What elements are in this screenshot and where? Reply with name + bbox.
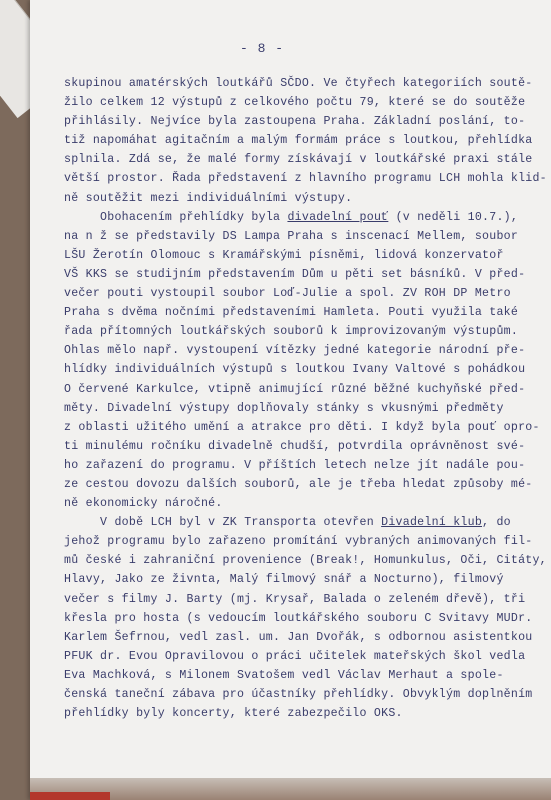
text-line: ně ekonomicky náročné. (64, 497, 223, 511)
text-line: přehlídky byly koncerty, které zabezpečilo OKS. (64, 707, 403, 721)
text-line: křesla pro hosta (s vedoucím loutkářského souboru C Svitavy MUDr. (64, 611, 533, 625)
text-line: Praha s dvěma nočními představeními Hamleta. Pouti využila také (64, 306, 519, 320)
text-line: O červené Karkulce, vtipně animující různé běžné kuchyňské před- (64, 382, 526, 396)
typewritten-page (30, 0, 551, 800)
text-line: na n ž se představily DS Lampa Praha s inscenací Mellem, soubor (64, 229, 519, 243)
text-line: jehož programu bylo zařazeno promítání vybraných animovaných fil- (64, 535, 533, 549)
underlined-term: Divadelní klub (381, 516, 483, 530)
text-line: ho zařazení do programu. V příštích letech nelze jít nadále pou- (64, 458, 526, 472)
text-line: Ohlas mělo např. vystoupení vítězky jedné kategorie národní pře- (64, 344, 526, 358)
text-line: ti minulému ročníku divadelně chudší, potvrdila oprávněnost své- (64, 439, 526, 453)
text-line: večer s filmy J. Barty (mj. Krysař, Balada o zeleném dřevě), tři (64, 592, 526, 606)
text-line: tiž napomáhat agitačním a malým formám práce s loutkou, přehlídka (64, 134, 533, 148)
text-line: Eva Machková, s Milonem Svatošem vedl Václav Merhaut a spole- (64, 668, 504, 682)
text-line: žilo celkem 12 výstupů z celkového počtu 79, které se do soutěže (64, 96, 526, 110)
text-line: přihlásily. Nejvíce byla zastoupena Praha. Základní poslání, to- (64, 115, 526, 129)
text-line: Obohacením přehlídky byla divadelní pouť (v neděli 10.7.), (100, 210, 519, 224)
page-number: - 8 - (240, 41, 285, 56)
text-line: měty. Divadelní výstupy doplňovaly stánky s vkusnými předměty (64, 401, 504, 415)
text-line: větší prostor. Řada představení z hlavního programu LCH mohla klid- (64, 172, 547, 186)
text-line: mů české i zahraniční provenience (Break!, Homunkulus, Oči, Citáty, (64, 554, 547, 568)
text-line: Karlem Šefrnou, vedl zasl. um. Jan Dvořák, s odbornou asistentkou (64, 630, 533, 644)
underlined-term: divadelní pouť (287, 210, 389, 224)
text-line: ze cestou dovozu dalších souborů, ale je třeba hledat způsoby mé- (64, 477, 533, 491)
text-line: z oblasti užitého umění a atrakce pro děti. I když byla pouť opro- (64, 420, 540, 434)
text-line: V době LCH byl v ZK Transporta otevřen Divadelní klub, do (100, 516, 511, 530)
text-line: splnila. Zdá se, že malé formy získávají v loutkářské praxi stále (64, 153, 533, 167)
text-line: VŠ KKS se studijním představením Dům u pěti set básníků. V před- (64, 267, 526, 281)
text-line: řada přítomných loutkářských souborů k improvizovaným výstupům. (64, 325, 519, 339)
text-line: PFUK dr. Evou Opravilovou o práci učitelek mateřských škol vedla (64, 649, 526, 663)
text-line: Hlavy, Jako ze živnta, Malý filmový snář a Nocturno), filmový (64, 573, 504, 587)
red-folder-edge (30, 792, 110, 800)
text-line: skupinou amatérských loutkářů SČDO. Ve čtyřech kategoriích soutě- (64, 77, 533, 90)
text-line: čenská taneční zábava pro účastníky přehlídky. Obvyklým doplněním (64, 688, 533, 701)
text-line: LŠU Žerotín Olomouc s Kramářskými písněmi, lidová konzervatoř (64, 248, 504, 262)
body-text (64, 74, 547, 723)
text-line: hlídky individuálních výstupů s loutkou Ivany Valtové s pohádkou (64, 363, 526, 377)
text-line: večer pouti vystoupil soubor Loď-Julie a spol. ZV ROH DP Metro (64, 287, 511, 301)
text-line: ně soutěžit mezi individuálními výstupy. (64, 191, 353, 205)
